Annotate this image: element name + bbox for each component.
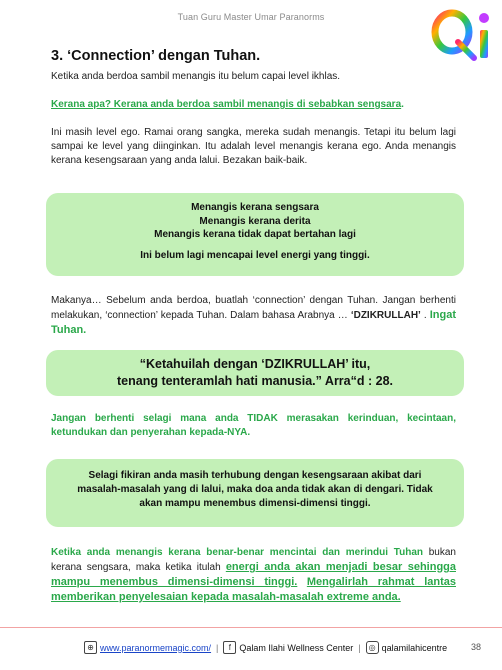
quote-line-1: “Ketahuilah dengan ‘DZIKRULLAH’ itu,	[139, 357, 371, 371]
box1-line-2: Menangis kerana derita	[199, 215, 311, 227]
box1-conclusion: Ini belum lagi mencapai level energi yang tinggi.	[140, 249, 370, 261]
makanya-paragraph: Makanya… Sebelum anda berdoa, buatlah ‘connection’ dengan Tuhan. Jangan berhenti melakukan, ‘connection’ kepada Tuhan. Dalam bahasa Arabnya … ‘DZIKRULLAH’ . Ingat Tuhan.	[51, 295, 457, 336]
intro-text: Ketika anda berdoa sambil menangis itu belum capai level ikhlas.	[51, 71, 341, 82]
jangan-paragraph: Jangan berhenti selagi mana anda TIDAK merasakan kerinduan, kecintaan, ketundukan dan penyerahan kepada-NYA.	[51, 413, 456, 438]
closing-part-2: bukan kerana sengsara, maka ketika itulah	[51, 547, 456, 573]
instagram-icon: ◎	[366, 641, 379, 654]
box2-text: Selagi fikiran anda masih terhubung dengan kesengsaraan akibat dari masalah-masalah yang di lalui, maka doa anda tidak akan di dengari. Tidak akan mampu menembus dimensi-dimensi tinggi.	[77, 470, 433, 509]
ingat-tuhan: Ingat Tuhan.	[51, 309, 457, 336]
crying-reasons-box	[46, 193, 464, 276]
closing-part-3: energi anda akan menjadi besar sehingga mampu menembus dimensi-dimensi tinggi.	[51, 561, 456, 588]
makanya-text: Makanya… Sebelum anda berdoa, buatlah ‘connection’ dengan Tuhan. Jangan berhenti melakukan, ‘connection’ kepada Tuhan. Dalam bahasa Arabnya …	[51, 295, 456, 321]
question-highlight: Kerana apa? Kerana anda berdoa sambil menangis di sebabkan sengsara	[51, 99, 402, 110]
box1-line-1: Menangis kerana sengsara	[191, 202, 319, 213]
footer: ⊕ www.paranormemagic.com/ | f Qalam Ilahi Wellness Center | ◎ qalamilahicentre	[84, 641, 447, 654]
footer-rule	[0, 627, 502, 628]
header-title: Tuan Guru Master Umar Paranorms	[177, 12, 325, 22]
closing-part-1: Ketika anda menangis kerana benar-benar mencintai dan merindui Tuhan	[51, 547, 423, 558]
mind-connection-box	[46, 459, 464, 527]
quran-quote-box	[46, 350, 464, 396]
page-number: 38	[471, 642, 482, 652]
dzikrullah-term: ‘DZIKRULLAH’	[350, 310, 421, 321]
box1-line-3: Menangis kerana tidak dapat bertahan lagi	[154, 229, 356, 240]
instagram-handle: qalamilahicentre	[381, 642, 448, 653]
qi-logo	[428, 6, 500, 64]
ego-paragraph: Ini masih level ego. Ramai orang sangka, mereka sudah menangis. Tetapi itu belum lagi sampai ke level yang diinginkan. Itu adalah level menangis kerana ego. Anda menangis kerana kesengsaraan yang anda lalui. Bezakan baik-baik.	[51, 127, 456, 166]
facebook-name: Qalam Ilahi Wellness Center	[239, 642, 354, 653]
section-title: 3. ‘Connection’ dengan Tuhan.	[51, 48, 261, 64]
globe-icon: ⊕	[84, 641, 97, 654]
website-link[interactable]: www.paranormemagic.com/	[100, 642, 212, 653]
facebook-icon: f	[223, 641, 236, 654]
closing-part-4: Mengalirlah rahmat lantas memberikan penyelesaian kepada masalah-masalah extreme anda.	[51, 576, 456, 603]
question-text: Kerana apa? Kerana anda berdoa sambil menangis di sebabkan sengsara.	[51, 99, 404, 110]
closing-paragraph	[51, 545, 456, 605]
quote-line-2: tenang tenteramlah hati manusia.” Arra“d : 28.	[117, 374, 393, 388]
